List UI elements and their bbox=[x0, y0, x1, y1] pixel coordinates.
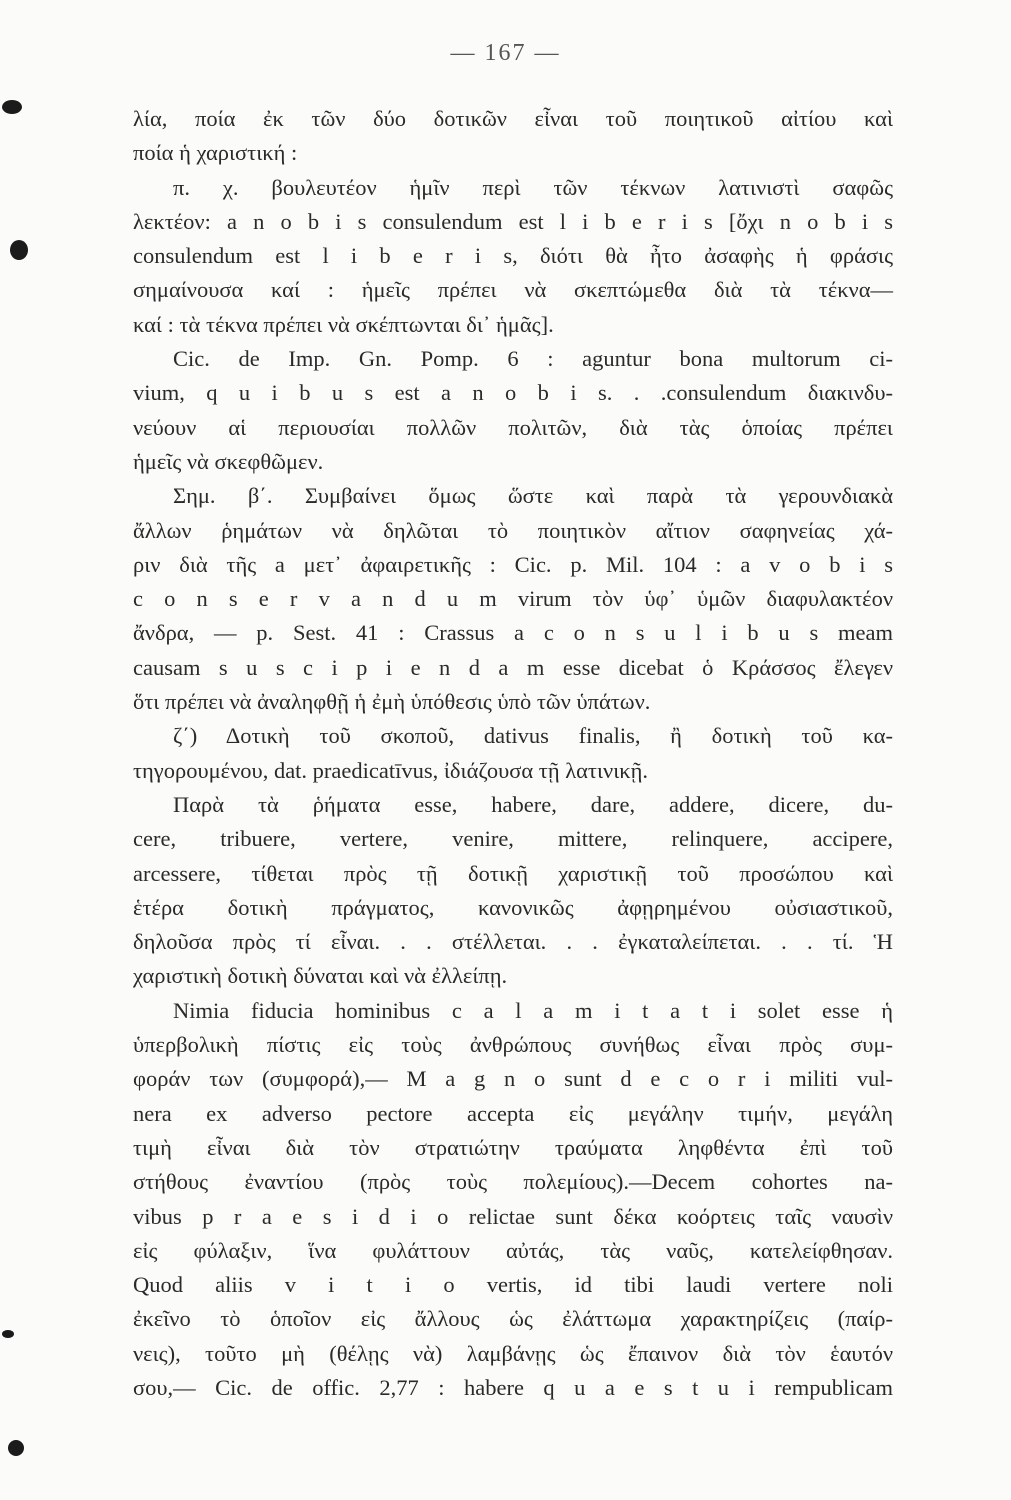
text-line: c o n s e r v a n d u m virum τὸν ὑφ᾿ ὑμῶν διαφυλακτέον bbox=[133, 586, 893, 612]
text-line: λία, ποία ἐκ τῶν δύο δοτικῶν εἶναι τοῦ ποιητικοῦ αἰτίου καὶ bbox=[133, 106, 893, 131]
text-line: χαριστικὴ δοτικὴ δύναται καὶ νὰ ἐλλείπῃ. bbox=[133, 963, 508, 989]
scan-blot bbox=[8, 1440, 24, 1456]
text-line: ὅτι πρέπει νὰ ἀναληφθῇ ἡ ἐμὴ ὑπόθεσις ὑπὸ τῶν ὑπάτων. bbox=[133, 689, 651, 715]
text-line: νεύουν αἱ περιουσίαι πολλῶν πολιτῶν, διὰ τὰς ὁποίας πρέπει bbox=[133, 414, 893, 440]
text-line: vium, q u i b u s est a n o b i s. . .consulendum διακινδυ- bbox=[133, 380, 893, 406]
scan-blot bbox=[2, 100, 22, 114]
text-line: ἄλλων ῥημάτων νὰ δηλῶται τὸ ποιητικὸν αἴτιον σαφηνείας χά- bbox=[133, 517, 893, 543]
text-line: nera ex adverso pectore accepta εἰς μεγάλην τιμήν, μεγάλη bbox=[133, 1100, 893, 1126]
text-line: τηγορουμένου, dat. praedicatīvus, ἰδιάζουσα τῇ λατινικῇ. bbox=[133, 757, 648, 783]
text-line: Quod aliis v i t i o vertis, id tibi laudi vertere noli bbox=[133, 1272, 893, 1298]
text-line: νεις), τοῦτο μὴ (θέλῃς νὰ) λαμβάνῃς ὡς ἔπαινον διὰ τὸν ἑαυτόν bbox=[133, 1340, 893, 1366]
scan-blot bbox=[10, 240, 28, 260]
page-number: — 167 — bbox=[450, 40, 561, 66]
text-line: vibus p r a e s i d i o relictae sunt δέκα κοόρτεις ταῖς ναυσὶν bbox=[133, 1203, 893, 1229]
scan-blot bbox=[2, 1330, 14, 1338]
text-line: ἑτέρα δοτικὴ πράγματος, κανονικῶς ἀφῃρημένου οὐσιαστικοῦ, bbox=[133, 894, 893, 920]
text-line: ἐκεῖνο τὸ ὁποῖον εἰς ἄλλους ὡς ἐλάττωμα χαρακτηρίζεις (παίρ- bbox=[133, 1306, 893, 1332]
text-line: ὑπερβολικὴ πίστις εἰς τοὺς ἀνθρώπους συνήθως εἶναι πρὸς συμ- bbox=[133, 1032, 893, 1058]
text-line: λεκτέον: a n o b i s consulendum est l i b e r i s [ὄχι n o b i s bbox=[133, 208, 893, 234]
text-line: consulendum est l i b e r i s, διότι θὰ ἦτο ἀσαφὴς ἡ φράσις bbox=[133, 243, 893, 269]
text-line: φοράν των (συμφορά),— M a g n o sunt d e c o r i militi vul- bbox=[133, 1066, 893, 1092]
text-line: Cic. de Imp. Gn. Pomp. 6 : aguntur bona multorum ci- bbox=[173, 346, 893, 372]
text-line: Σημ. β΄. Συμβαίνει ὅμως ὥστε καὶ παρὰ τὰ γερουνδιακὰ bbox=[173, 483, 893, 509]
text-line: τιμὴ εἶναι διὰ τὸν στρατιώτην τραύματα ληφθέντα ἐπὶ τοῦ bbox=[133, 1134, 893, 1160]
text-line: δηλοῦσα πρὸς τί εἶναι. . . στέλλεται. . . ἐγκαταλείπεται. . . τί. Ἡ bbox=[133, 929, 893, 955]
text-line: καί : τὰ τέκνα πρέπει νὰ σκέπτωνται δι᾿ ἡμᾶς]. bbox=[133, 311, 554, 337]
text-line: Nimia fiducia hominibus c a l a m i t a t i solet esse ἡ bbox=[173, 997, 893, 1023]
text-line: σημαίνουσα καί : ἡμεῖς πρέπει νὰ σκεπτώμεθα διὰ τὰ τέκνα— bbox=[133, 277, 893, 303]
text-line: ἡμεῖς νὰ σκεφθῶμεν. bbox=[133, 448, 324, 474]
text-line: causam s u s c i p i e n d a m esse dicebat ὁ Κράσσος ἔλεγεν bbox=[133, 654, 893, 680]
text-line: σου,— Cic. de offic. 2,77 : habere q u a e s t u i rempublicam bbox=[133, 1374, 893, 1400]
text-line: π. χ. βουλευτέον ἡμῖν περὶ τῶν τέκνων λατινιστὶ σαφῶς bbox=[173, 174, 893, 200]
text-line: arcessere, τίθεται πρὸς τῇ δοτικῇ χαριστικῇ τοῦ προσώπου καὶ bbox=[133, 860, 893, 886]
text-line: ριν διὰ τῆς a μετ᾿ ἀφαιρετικῆς : Cic. p. Mil. 104 : a v o b i s bbox=[133, 551, 893, 577]
body-text bbox=[133, 102, 893, 1405]
text-line: Παρὰ τὰ ῥήματα esse, habere, dare, addere, dicere, du- bbox=[173, 791, 893, 817]
text-line: cere, tribuere, vertere, venire, mittere, relinquere, accipere, bbox=[133, 826, 893, 852]
text-line: ζ΄) Δοτικὴ τοῦ σκοποῦ, dativus finalis, ἢ δοτικὴ τοῦ κα- bbox=[173, 723, 893, 749]
text-line: ἄνδρα, — p. Sest. 41 : Crassus a c o n s u l i b u s meam bbox=[133, 620, 893, 646]
text-line: στήθους ἐναντίου (πρὸς τοὺς πολεμίους).—Decem cohortes na- bbox=[133, 1169, 893, 1195]
text-line: εἰς φύλαξιν, ἵνα φυλάττουν αὐτάς, τὰς ναῦς, κατελείφθησαν. bbox=[133, 1237, 893, 1263]
text-line: ποία ἡ χαριστική : bbox=[133, 140, 298, 166]
